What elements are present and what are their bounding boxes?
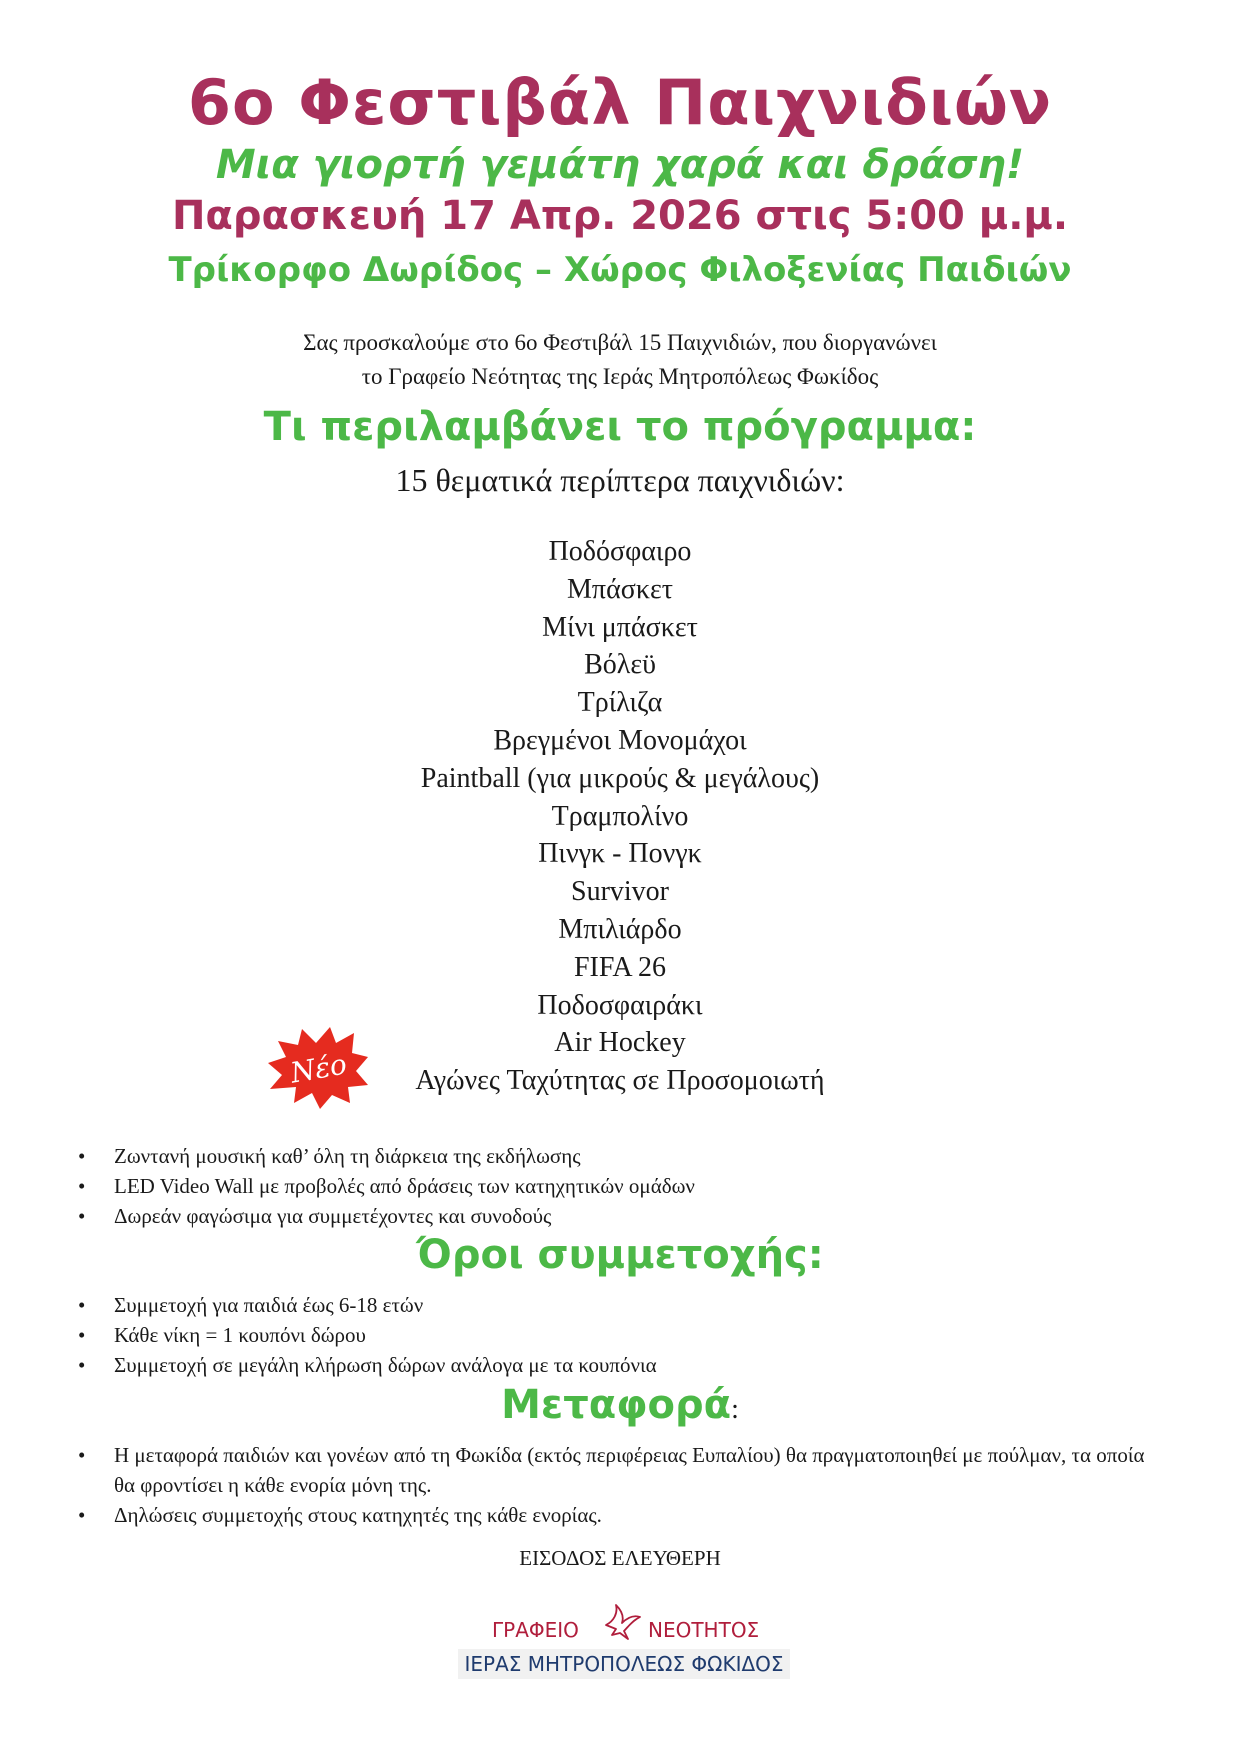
logo-word-youth: ΝΕΟΤΗΤΟΣ xyxy=(648,1618,760,1642)
intro-line-1: Σας προσκαλούμε στο 6ο Φεστιβάλ 15 Παιχνιδιών, που διοργανώνει xyxy=(303,330,937,355)
new-badge-icon xyxy=(264,1023,372,1109)
list-item: • Συμμετοχή σε μεγάλη κλήρωση δώρων ανάλογα με τα κουπόνια xyxy=(76,1350,1166,1380)
bullet-icon: • xyxy=(78,1204,86,1228)
transport-heading-text: Μεταφορά xyxy=(501,1382,732,1428)
list-item: • Δηλώσεις συμμετοχής στους κατηχητές της κάθε ενορίας. xyxy=(76,1500,1166,1530)
youth-office-logo xyxy=(458,1609,790,1683)
event-datetime: Παρασκευή 17 Απρ. 2026 στις 5:00 μ.μ. xyxy=(171,193,1069,239)
logo-top-row xyxy=(458,1609,790,1645)
game-item: Μίνι μπάσκετ xyxy=(542,611,698,643)
game-item: Survivor xyxy=(571,876,669,908)
pavilions-subheading: 15 θεματικά περίπτερα παιχνιδιών: xyxy=(395,462,845,498)
game-item: Μπάσκετ xyxy=(567,573,673,605)
bullet-icon: • xyxy=(78,1174,86,1198)
free-entry-notice: ΕΙΣΟΔΟΣ ΕΛΕΥΘΕΡΗ xyxy=(519,1546,721,1570)
bullet-icon: • xyxy=(78,1144,86,1168)
terms-list xyxy=(76,1290,1166,1380)
list-item: • Δωρεάν φαγώσιμα για συμμετέχοντες και συνοδούς xyxy=(76,1201,1166,1231)
new-badge-text: Νέο xyxy=(287,1047,350,1090)
game-item: Ποδόσφαιρο xyxy=(548,536,692,567)
list-item: • Ζωντανή μουσική καθ’ όλη τη διάρκεια της εκδήλωσης xyxy=(76,1141,1166,1171)
game-item: FIFA 26 xyxy=(573,951,667,983)
logo-word-office: ΓΡΑΦΕΙΟ xyxy=(492,1618,579,1642)
game-item: Βρεγμένοι Μονομάχοι xyxy=(493,724,747,756)
transport-list xyxy=(76,1440,1166,1530)
intro-line-2: το Γραφείο Νεότητας της Ιεράς Μητροπόλεως Φωκίδος xyxy=(361,364,879,389)
list-item: • LED Video Wall με προβολές από δράσεις των κατηχητικών ομάδων xyxy=(76,1171,1166,1201)
logo-bottom-row: ΙΕΡΑΣ ΜΗΤΡΟΠΟΛΕΩΣ ΦΩΚΙΔΟΣ xyxy=(458,1649,790,1679)
festival-subtitle: Μια γιορτή γεμάτη χαρά και δράση! xyxy=(215,142,1025,188)
bullet-icon: • xyxy=(78,1443,86,1467)
game-item: Αγώνες Ταχύτητας σε Προσομοιωτή xyxy=(415,1065,825,1097)
game-item: Τρίλιζα xyxy=(577,687,663,719)
transport-heading xyxy=(0,1382,1240,1428)
game-item: Ποδοσφαιράκι xyxy=(537,989,703,1021)
program-heading: Τι περιλαμβάνει το πρόγραμμα: xyxy=(263,404,977,450)
game-item: Τραμπολίνο xyxy=(551,800,689,832)
features-list xyxy=(76,1141,1166,1231)
bullet-icon: • xyxy=(78,1323,86,1347)
list-item: • Η μεταφορά παιδιών και γονέων από τη Φωκίδα (εκτός περιφέρειας Ευπαλίου) θα πραγματοποιηθεί με πούλμαν, τα οποία θα φροντίσει η κάθε ενορία μόνη της. xyxy=(76,1440,1166,1500)
bullet-icon: • xyxy=(78,1503,86,1527)
intro-paragraph xyxy=(0,326,1240,394)
game-item: Βόλεϋ xyxy=(584,649,656,681)
list-item: • Κάθε νίκη = 1 κουπόνι δώρου xyxy=(76,1320,1166,1350)
bullet-icon: • xyxy=(78,1353,86,1377)
transport-heading-colon: : xyxy=(731,1394,739,1425)
terms-heading: Όροι συμμετοχής: xyxy=(416,1232,824,1278)
dove-icon xyxy=(602,1603,642,1643)
game-item: Πινγκ - Πονγκ xyxy=(538,838,702,870)
list-item: • Συμμετοχή για παιδιά έως 6-18 ετών xyxy=(76,1290,1166,1320)
bullet-icon: • xyxy=(78,1293,86,1317)
game-item: Air Hockey xyxy=(554,1027,686,1059)
game-item: Paintball (για μικρούς & μεγάλους) xyxy=(420,762,820,794)
event-location: Τρίκορφο Δωρίδος – Χώρος Φιλοξενίας Παιδιών xyxy=(168,250,1072,290)
festival-title: 6ο Φεστιβάλ Παιχνιδιών xyxy=(187,66,1053,139)
game-item: Μπιλιάρδο xyxy=(558,913,682,945)
games-list xyxy=(0,533,1240,1100)
